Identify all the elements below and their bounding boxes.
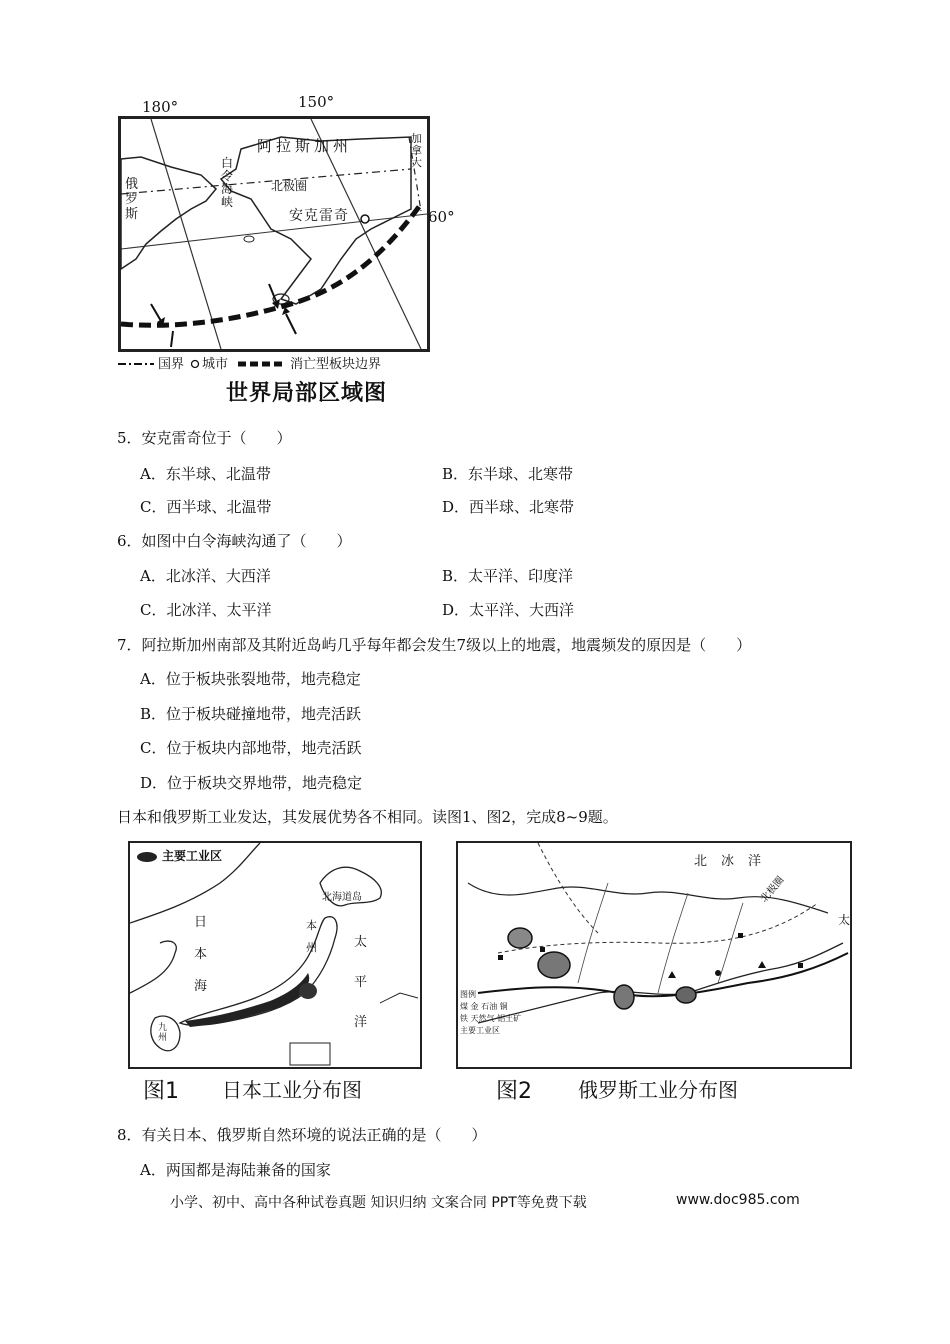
russia-map-legend: [460, 989, 578, 1037]
question-5-option-d[interactable]: D．西半球、北寒带: [442, 498, 575, 516]
question-8-option-a[interactable]: A．两国都是海陆兼备的国家: [140, 1161, 331, 1179]
plate-boundary-legend-icon: [238, 358, 286, 370]
russia-industry-map: [456, 841, 852, 1069]
question-5-option-a[interactable]: A．东半球、北温带: [140, 465, 271, 483]
question-5-stem: 5．安克雷奇位于（ ）: [117, 429, 292, 447]
legend-city-label: 城市: [202, 357, 229, 372]
hokkaido-label: 北海道岛: [322, 892, 362, 903]
intro-8-9: 日本和俄罗斯工业发达，其发展优势各不相同。读图1、图2，完成8~9题。: [117, 808, 618, 826]
longitude-180-label: 180°: [142, 98, 179, 116]
pacific-ocean-label: 太平洋: [354, 935, 368, 1030]
city-legend-icon: [190, 359, 200, 369]
world-map-caption: 世界局部区域图: [226, 381, 388, 406]
anchorage-label: 安克雷奇: [289, 208, 349, 224]
russia-arctic-circle-label: 北极圈: [758, 874, 787, 905]
legend-plate-label: 消亡型板块边界: [290, 357, 382, 372]
japan-sea-label: 日本海: [194, 915, 208, 994]
question-6-option-d[interactable]: D．太平洋、大西洋: [442, 601, 575, 619]
russia-pacific-label: 太: [838, 913, 851, 927]
question-6-option-b[interactable]: B．太平洋、印度洋: [442, 567, 574, 585]
japan-map-drawing: [130, 843, 420, 1067]
japan-caption-title: 日本工业分布图: [222, 1078, 362, 1102]
question-6-option-c[interactable]: C．北冰洋、太平洋: [140, 601, 272, 619]
japan-industry-map: [128, 841, 422, 1069]
japan-legend-label: 主要工业区: [162, 849, 223, 863]
latitude-60-label: 60°: [428, 208, 455, 226]
border-legend-icon: [118, 361, 154, 367]
question-7-option-b[interactable]: B．位于板块碰撞地带，地壳活跃: [140, 705, 362, 723]
question-7-option-d[interactable]: D．位于板块交界地带，地壳稳定: [140, 774, 363, 792]
russia-legend-row-1: 煤 金 石油 铜: [460, 1002, 508, 1011]
canada-label: 加拿大: [411, 132, 422, 169]
russia-label: 俄罗斯: [125, 177, 139, 222]
legend-border-label: 国界: [158, 357, 185, 372]
question-7-option-c[interactable]: C．位于板块内部地带，地壳活跃: [140, 739, 362, 757]
question-6-option-a[interactable]: A．北冰洋、大西洋: [140, 567, 271, 585]
question-8-stem: 8．有关日本、俄罗斯自然环境的说法正确的是（ ）: [117, 1126, 487, 1144]
arctic-ocean-label: 北冰洋: [694, 854, 776, 869]
footer-url[interactable]: www.doc985.com: [676, 1192, 800, 1208]
question-7-option-a[interactable]: A．位于板块张裂地带，地壳稳定: [140, 670, 361, 688]
russia-legend-row-3: 主要工业区: [460, 1026, 500, 1035]
russia-legend-title: 图例: [460, 990, 476, 999]
longitude-150-label: 150°: [298, 93, 335, 111]
world-map-legend: [118, 356, 458, 374]
world-map-frame: [118, 116, 430, 352]
question-6-stem: 6．如图中白令海峡沟通了（ ）: [117, 532, 352, 550]
question-5-option-c[interactable]: C．西半球、北温带: [140, 498, 272, 516]
russia-caption-title: 俄罗斯工业分布图: [578, 1078, 738, 1102]
alaska-label: 阿拉斯加州: [257, 137, 353, 155]
kyushu-label: 九州: [158, 1023, 168, 1043]
russia-caption-number: 图2: [496, 1079, 532, 1104]
honshu-label: 本州: [306, 919, 317, 954]
japan-caption-number: 图1: [143, 1079, 179, 1104]
question-7-stem: 7．阿拉斯加州南部及其附近岛屿几乎每年都会发生7级以上的地震，地震频发的原因是（ ）: [117, 636, 752, 654]
footer-text: 小学、初中、高中各种试卷真题 知识归纳 文案合同 PPT等免费下载: [170, 1195, 587, 1211]
question-5-option-b[interactable]: B．东半球、北寒带: [442, 465, 574, 483]
industrial-zone-legend-icon: [136, 851, 158, 863]
arctic-circle-label: 北极圈: [271, 179, 308, 193]
bering-strait-label: 白令海峡: [221, 156, 234, 209]
russia-legend-row-2: 铁 天然气 铝土矿: [460, 1014, 522, 1023]
